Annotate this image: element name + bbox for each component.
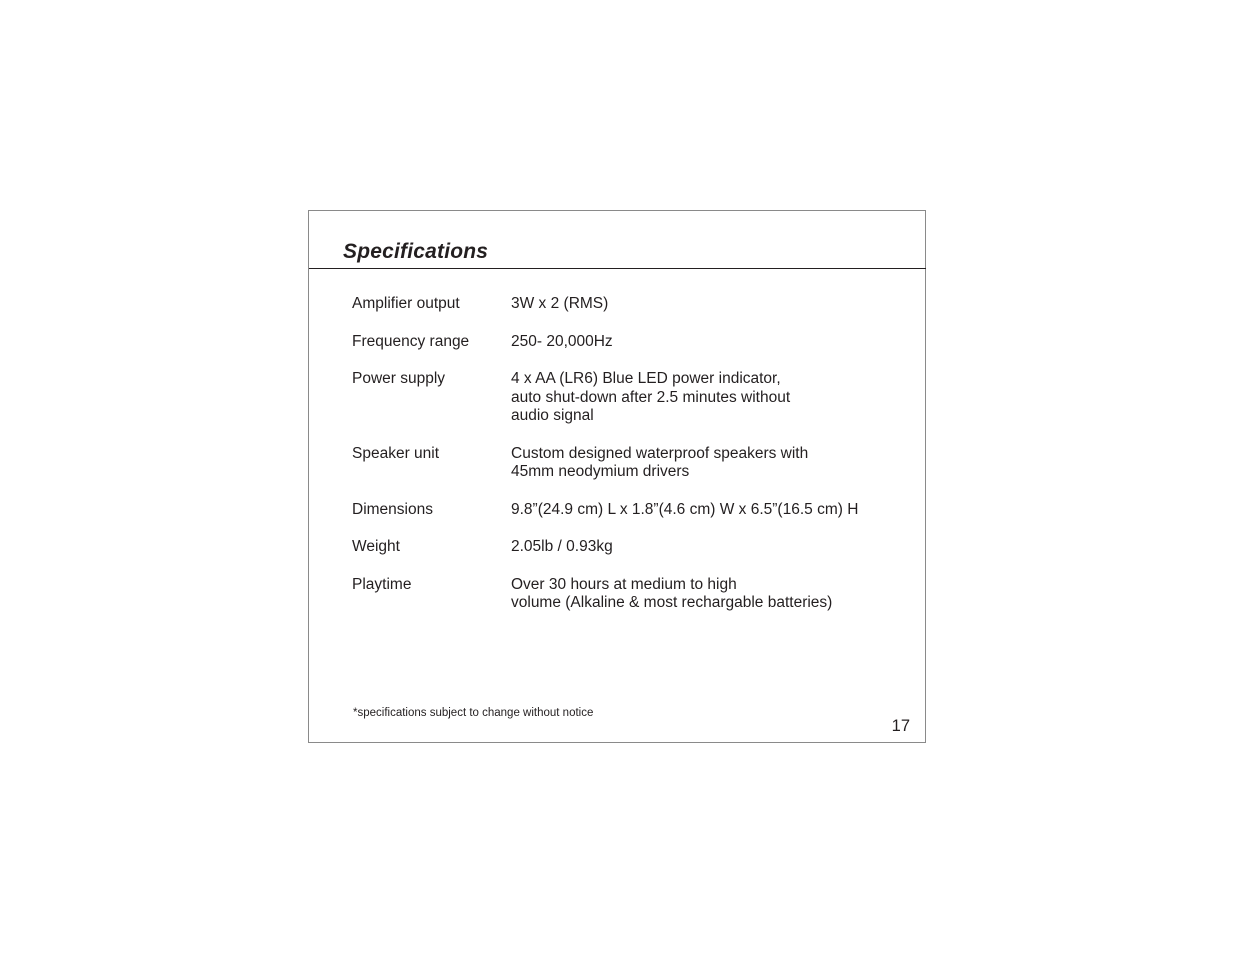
spec-row-playtime (352, 576, 912, 613)
spec-value: 3W x 2 (RMS) (511, 295, 609, 312)
page-title: Specifications (343, 240, 489, 263)
footnote: *specifications subject to change without notice (353, 707, 594, 719)
spec-value: Custom designed waterproof speakers with 45mm neodymium drivers (511, 444, 809, 480)
spec-row-dimensions (352, 501, 912, 520)
spec-value: 4 x AA (LR6) Blue LED power indicator, auto shut-down after 2.5 minutes without audio signal (511, 370, 791, 424)
spec-value: 250- 20,000Hz (511, 332, 613, 350)
manual-page (308, 210, 926, 743)
spec-row-speaker-unit (352, 445, 912, 482)
spec-value: 2.05lb / 0.93kg (511, 538, 613, 555)
spec-row-power-supply (352, 370, 912, 426)
spec-value: 9.8”(24.9 cm) L x 1.8”(4.6 cm) W x 6.5”(16.5 cm) H (511, 500, 859, 518)
spec-label: Amplifier output (352, 295, 460, 312)
page-number: 17 (891, 717, 910, 735)
spec-label: Power supply (352, 370, 446, 387)
spec-value: Over 30 hours at medium to high volume (Alkaline & most rechargable batteries) (511, 575, 833, 611)
spec-row-weight (352, 538, 912, 557)
spec-label: Frequency range (352, 332, 470, 350)
spec-label: Speaker unit (352, 444, 440, 462)
spec-row-frequency-range (352, 333, 912, 352)
spec-label: Dimensions (352, 500, 433, 518)
spec-row-amplifier-output (352, 295, 912, 314)
spec-label: Weight (352, 538, 400, 555)
spec-table (352, 295, 912, 632)
spec-label: Playtime (352, 575, 412, 593)
title-divider (309, 268, 926, 269)
